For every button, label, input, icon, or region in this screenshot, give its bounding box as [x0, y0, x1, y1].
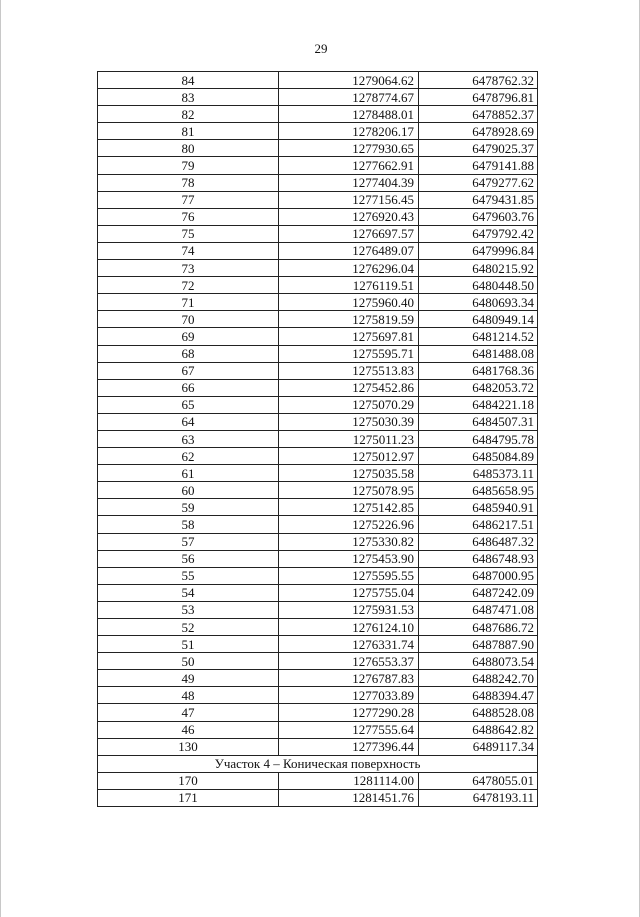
- point-number: 82: [98, 106, 279, 123]
- table-row: [98, 482, 538, 499]
- section-title: Участок 4 – Коническая поверхность: [98, 755, 538, 772]
- x-coordinate: 1276124.10: [279, 619, 419, 636]
- table-row: [98, 191, 538, 208]
- point-number: 48: [98, 687, 279, 704]
- x-coordinate: 1278774.67: [279, 89, 419, 106]
- table-row: [98, 670, 538, 687]
- x-coordinate: 1275070.29: [279, 396, 419, 413]
- x-coordinate: 1275453.90: [279, 550, 419, 567]
- table-row: [98, 379, 538, 396]
- table-row: [98, 174, 538, 191]
- y-coordinate: 6488242.70: [419, 670, 538, 687]
- table-row: [98, 242, 538, 259]
- table-row: [98, 653, 538, 670]
- point-number: 171: [98, 789, 279, 806]
- x-coordinate: 1277033.89: [279, 687, 419, 704]
- table-row: [98, 260, 538, 277]
- y-coordinate: 6487000.95: [419, 567, 538, 584]
- point-number: 64: [98, 413, 279, 430]
- point-number: 50: [98, 653, 279, 670]
- point-number: 78: [98, 174, 279, 191]
- section-header-row: [98, 755, 538, 772]
- point-number: 130: [98, 738, 279, 755]
- table-row: [98, 516, 538, 533]
- table-row: [98, 448, 538, 465]
- table-row: [98, 208, 538, 225]
- x-coordinate: 1276489.07: [279, 242, 419, 259]
- x-coordinate: 1277662.91: [279, 157, 419, 174]
- x-coordinate: 1277290.28: [279, 704, 419, 721]
- x-coordinate: 1276296.04: [279, 260, 419, 277]
- x-coordinate: 1275595.71: [279, 345, 419, 362]
- point-number: 73: [98, 260, 279, 277]
- x-coordinate: 1275011.23: [279, 430, 419, 447]
- x-coordinate: 1275452.86: [279, 379, 419, 396]
- y-coordinate: 6487686.72: [419, 619, 538, 636]
- y-coordinate: 6478193.11: [419, 789, 538, 806]
- table-row: [98, 619, 538, 636]
- table-row: [98, 140, 538, 157]
- x-coordinate: 1281451.76: [279, 789, 419, 806]
- y-coordinate: 6486487.32: [419, 533, 538, 550]
- table-row: [98, 72, 538, 89]
- table-row: [98, 345, 538, 362]
- x-coordinate: 1275030.39: [279, 413, 419, 430]
- x-coordinate: 1276119.51: [279, 277, 419, 294]
- table-row: [98, 396, 538, 413]
- point-number: 55: [98, 567, 279, 584]
- y-coordinate: 6480693.34: [419, 294, 538, 311]
- point-number: 47: [98, 704, 279, 721]
- y-coordinate: 6480215.92: [419, 260, 538, 277]
- table-row: [98, 721, 538, 738]
- x-coordinate: 1278206.17: [279, 123, 419, 140]
- x-coordinate: 1275697.81: [279, 328, 419, 345]
- x-coordinate: 1275931.53: [279, 601, 419, 618]
- x-coordinate: 1275513.83: [279, 362, 419, 379]
- point-number: 51: [98, 636, 279, 653]
- point-number: 58: [98, 516, 279, 533]
- x-coordinate: 1275078.95: [279, 482, 419, 499]
- x-coordinate: 1275960.40: [279, 294, 419, 311]
- point-number: 83: [98, 89, 279, 106]
- y-coordinate: 6480448.50: [419, 277, 538, 294]
- y-coordinate: 6484507.31: [419, 413, 538, 430]
- x-coordinate: 1277404.39: [279, 174, 419, 191]
- point-number: 71: [98, 294, 279, 311]
- y-coordinate: 6478796.81: [419, 89, 538, 106]
- y-coordinate: 6481488.08: [419, 345, 538, 362]
- y-coordinate: 6478928.69: [419, 123, 538, 140]
- x-coordinate: 1276697.57: [279, 225, 419, 242]
- x-coordinate: 1281114.00: [279, 772, 419, 789]
- table-row: [98, 550, 538, 567]
- x-coordinate: 1276787.83: [279, 670, 419, 687]
- point-number: 53: [98, 601, 279, 618]
- y-coordinate: 6484221.18: [419, 396, 538, 413]
- y-coordinate: 6479996.84: [419, 242, 538, 259]
- point-number: 79: [98, 157, 279, 174]
- point-number: 65: [98, 396, 279, 413]
- y-coordinate: 6478852.37: [419, 106, 538, 123]
- point-number: 72: [98, 277, 279, 294]
- y-coordinate: 6488528.08: [419, 704, 538, 721]
- table-row: [98, 328, 538, 345]
- point-number: 49: [98, 670, 279, 687]
- y-coordinate: 6479141.88: [419, 157, 538, 174]
- y-coordinate: 6481214.52: [419, 328, 538, 345]
- y-coordinate: 6479603.76: [419, 208, 538, 225]
- y-coordinate: 6484795.78: [419, 430, 538, 447]
- y-coordinate: 6489117.34: [419, 738, 538, 755]
- x-coordinate: 1276553.37: [279, 653, 419, 670]
- x-coordinate: 1275755.04: [279, 584, 419, 601]
- table-row: [98, 89, 538, 106]
- y-coordinate: 6485940.91: [419, 499, 538, 516]
- table-row: [98, 311, 538, 328]
- y-coordinate: 6487242.09: [419, 584, 538, 601]
- y-coordinate: 6479792.42: [419, 225, 538, 242]
- table-row: [98, 687, 538, 704]
- point-number: 67: [98, 362, 279, 379]
- table-row: [98, 430, 538, 447]
- table-row: [98, 584, 538, 601]
- point-number: 66: [98, 379, 279, 396]
- point-number: 63: [98, 430, 279, 447]
- coordinates-table: [97, 71, 538, 807]
- x-coordinate: 1277156.45: [279, 191, 419, 208]
- x-coordinate: 1278488.01: [279, 106, 419, 123]
- point-number: 68: [98, 345, 279, 362]
- x-coordinate: 1275819.59: [279, 311, 419, 328]
- y-coordinate: 6480949.14: [419, 311, 538, 328]
- y-coordinate: 6486748.93: [419, 550, 538, 567]
- table-row: [98, 277, 538, 294]
- point-number: 60: [98, 482, 279, 499]
- x-coordinate: 1275012.97: [279, 448, 419, 465]
- table-row: [98, 499, 538, 516]
- point-number: 75: [98, 225, 279, 242]
- point-number: 69: [98, 328, 279, 345]
- y-coordinate: 6478762.32: [419, 72, 538, 89]
- x-coordinate: 1275595.55: [279, 567, 419, 584]
- y-coordinate: 6478055.01: [419, 772, 538, 789]
- table-row: [98, 704, 538, 721]
- x-coordinate: 1279064.62: [279, 72, 419, 89]
- point-number: 57: [98, 533, 279, 550]
- point-number: 61: [98, 465, 279, 482]
- y-coordinate: 6481768.36: [419, 362, 538, 379]
- point-number: 74: [98, 242, 279, 259]
- table-row: [98, 157, 538, 174]
- y-coordinate: 6482053.72: [419, 379, 538, 396]
- table-row: [98, 567, 538, 584]
- y-coordinate: 6488642.82: [419, 721, 538, 738]
- y-coordinate: 6486217.51: [419, 516, 538, 533]
- x-coordinate: 1277930.65: [279, 140, 419, 157]
- y-coordinate: 6488394.47: [419, 687, 538, 704]
- table-row: [98, 789, 538, 806]
- point-number: 52: [98, 619, 279, 636]
- point-number: 56: [98, 550, 279, 567]
- page-number: 29: [314, 41, 328, 56]
- point-number: 54: [98, 584, 279, 601]
- x-coordinate: 1276920.43: [279, 208, 419, 225]
- x-coordinate: 1275226.96: [279, 516, 419, 533]
- table-row: [98, 465, 538, 482]
- x-coordinate: 1277396.44: [279, 738, 419, 755]
- table-row: [98, 225, 538, 242]
- y-coordinate: 6487887.90: [419, 636, 538, 653]
- y-coordinate: 6479025.37: [419, 140, 538, 157]
- y-coordinate: 6479277.62: [419, 174, 538, 191]
- table-row: [98, 294, 538, 311]
- table-row: [98, 413, 538, 430]
- x-coordinate: 1275330.82: [279, 533, 419, 550]
- point-number: 70: [98, 311, 279, 328]
- point-number: 84: [98, 72, 279, 89]
- table-row: [98, 362, 538, 379]
- x-coordinate: 1275142.85: [279, 499, 419, 516]
- x-coordinate: 1276331.74: [279, 636, 419, 653]
- x-coordinate: 1277555.64: [279, 721, 419, 738]
- point-number: 62: [98, 448, 279, 465]
- table-row: [98, 601, 538, 618]
- table-row: [98, 123, 538, 140]
- point-number: 80: [98, 140, 279, 157]
- table-row: [98, 636, 538, 653]
- point-number: 76: [98, 208, 279, 225]
- point-number: 59: [98, 499, 279, 516]
- y-coordinate: 6485658.95: [419, 482, 538, 499]
- point-number: 77: [98, 191, 279, 208]
- y-coordinate: 6479431.85: [419, 191, 538, 208]
- x-coordinate: 1275035.58: [279, 465, 419, 482]
- table-row: [98, 738, 538, 755]
- point-number: 170: [98, 772, 279, 789]
- table-row: [98, 533, 538, 550]
- y-coordinate: 6487471.08: [419, 601, 538, 618]
- y-coordinate: 6485373.11: [419, 465, 538, 482]
- point-number: 81: [98, 123, 279, 140]
- y-coordinate: 6485084.89: [419, 448, 538, 465]
- y-coordinate: 6488073.54: [419, 653, 538, 670]
- table-row: [98, 106, 538, 123]
- table-row: [98, 772, 538, 789]
- point-number: 46: [98, 721, 279, 738]
